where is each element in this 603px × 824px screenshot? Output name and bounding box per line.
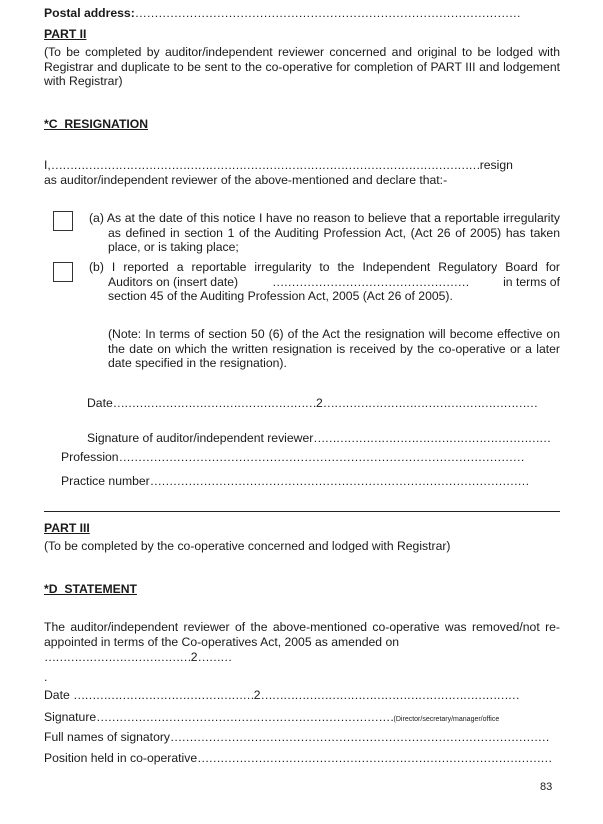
postal-address-label: Postal address:	[44, 6, 135, 20]
page-number: 83	[540, 781, 553, 793]
option-b-date-label: Auditors on (insert date)	[108, 274, 239, 289]
option-a-checkbox[interactable]	[53, 211, 73, 231]
option-b-line2	[108, 275, 560, 289]
full-names-label: Full names of signatory	[44, 730, 170, 744]
part-ii-heading: PART II	[44, 27, 87, 41]
position-held-row	[44, 751, 552, 765]
section-divider	[44, 511, 560, 512]
resign-name-field[interactable]: ……………………………………………………………………………………………………	[50, 158, 480, 172]
resign-name-row	[44, 158, 513, 172]
postal-address-row	[44, 6, 520, 20]
option-b-line3: section 45 of the Auditing Profession Act, 2005 (Act 26 of 2005).	[108, 289, 453, 303]
d-amended-year: 2	[190, 650, 198, 664]
d-signature-field[interactable]: ……………………………………………………………………	[96, 710, 394, 724]
profession-label: Profession	[61, 450, 119, 464]
position-held-field[interactable]: …………………………………………………………………………………	[197, 751, 552, 765]
c-signature-field[interactable]: ………………………………………………………	[313, 431, 551, 445]
d-date-row	[44, 688, 519, 702]
c-date-year: 2	[315, 396, 323, 410]
c-date-row	[87, 396, 537, 410]
c-signature-row	[87, 431, 550, 445]
c-date-label: Date	[87, 396, 113, 410]
resign-name-suffix: resign	[479, 158, 513, 172]
profession-field[interactable]: ……………………………………………………………………………………………	[118, 450, 525, 464]
resign-declaration: as auditor/independent reviewer of the above-mentioned and declare that:-	[44, 173, 448, 187]
c-date-field-1[interactable]: ………………………………………………	[112, 396, 316, 410]
option-a-text: (a) As at the date of this notice I have no reason to believe that a reportable irregularity as defined in section 1 of the Auditing Profession Act, (Act 26 of 2005) has taken place, or is taking place;	[89, 211, 560, 254]
part-iii-heading: PART III	[44, 521, 90, 535]
option-b-terms: in terms of	[503, 274, 560, 289]
d-signature-note: (Director/secretary/manager/office	[393, 716, 500, 723]
section-d-heading: *D STATEMENT	[44, 582, 137, 596]
position-held-label: Position held in co-operative	[44, 751, 198, 765]
d-date-field-2[interactable]: ……………………………………………………………	[260, 688, 519, 702]
practice-number-row	[61, 474, 529, 488]
full-names-row	[44, 730, 549, 744]
d-signature-row	[44, 710, 499, 724]
stray-dot: .	[44, 670, 48, 684]
d-amended-date-row	[44, 650, 231, 664]
part-ii-note: (To be completed by auditor/independent reviewer concerned and original to be lodged with Registrar and duplicate to be sent to the co-operative for completion of PART III and lodgement with Registrar)	[44, 45, 560, 88]
c-date-field-2[interactable]: …………………………………………………	[322, 396, 538, 410]
option-b-line1: (b) I reported a reportable irregularity to the Independent Regulatory Board for	[89, 260, 560, 274]
profession-row	[61, 450, 524, 464]
practice-number-label: Practice number	[61, 474, 150, 488]
c-signature-label: Signature of auditor/independent reviewer	[87, 431, 314, 445]
resignation-note: (Note: In terms of section 50 (6) of the Act the resignation will become effective on the date on which the written resignation is received by the co-operative or a later date specified in the resignation).	[108, 327, 560, 370]
d-date-year: 2	[253, 688, 261, 702]
practice-number-field[interactable]: ………………………………………………………………………………………	[149, 474, 529, 488]
d-statement: The auditor/independent reviewer of the above-mentioned co-operative was removed/not re-appointed in terms of the Co-operatives Act, 2005 as amended on	[44, 620, 560, 649]
postal-address-field[interactable]: ………………………………………………………………………………………	[134, 6, 521, 20]
full-names-field[interactable]: ………………………………………………………………………………………	[170, 730, 550, 744]
d-date-field-1[interactable]: …………………………………………	[73, 688, 254, 702]
d-amended-field-1[interactable]: …………………………………	[44, 650, 191, 664]
option-b-checkbox[interactable]	[53, 262, 73, 282]
resign-name-prefix: I,	[44, 158, 51, 172]
d-amended-field-2[interactable]: ………	[197, 650, 232, 664]
part-iii-note: (To be completed by the co-operative concerned and lodged with Registrar)	[44, 539, 451, 553]
d-date-label: Date	[44, 688, 70, 702]
d-signature-label: Signature	[44, 710, 97, 724]
section-c-heading: *C RESIGNATION	[44, 117, 149, 131]
option-b-date-field[interactable]: ……………………………………………	[272, 274, 470, 289]
